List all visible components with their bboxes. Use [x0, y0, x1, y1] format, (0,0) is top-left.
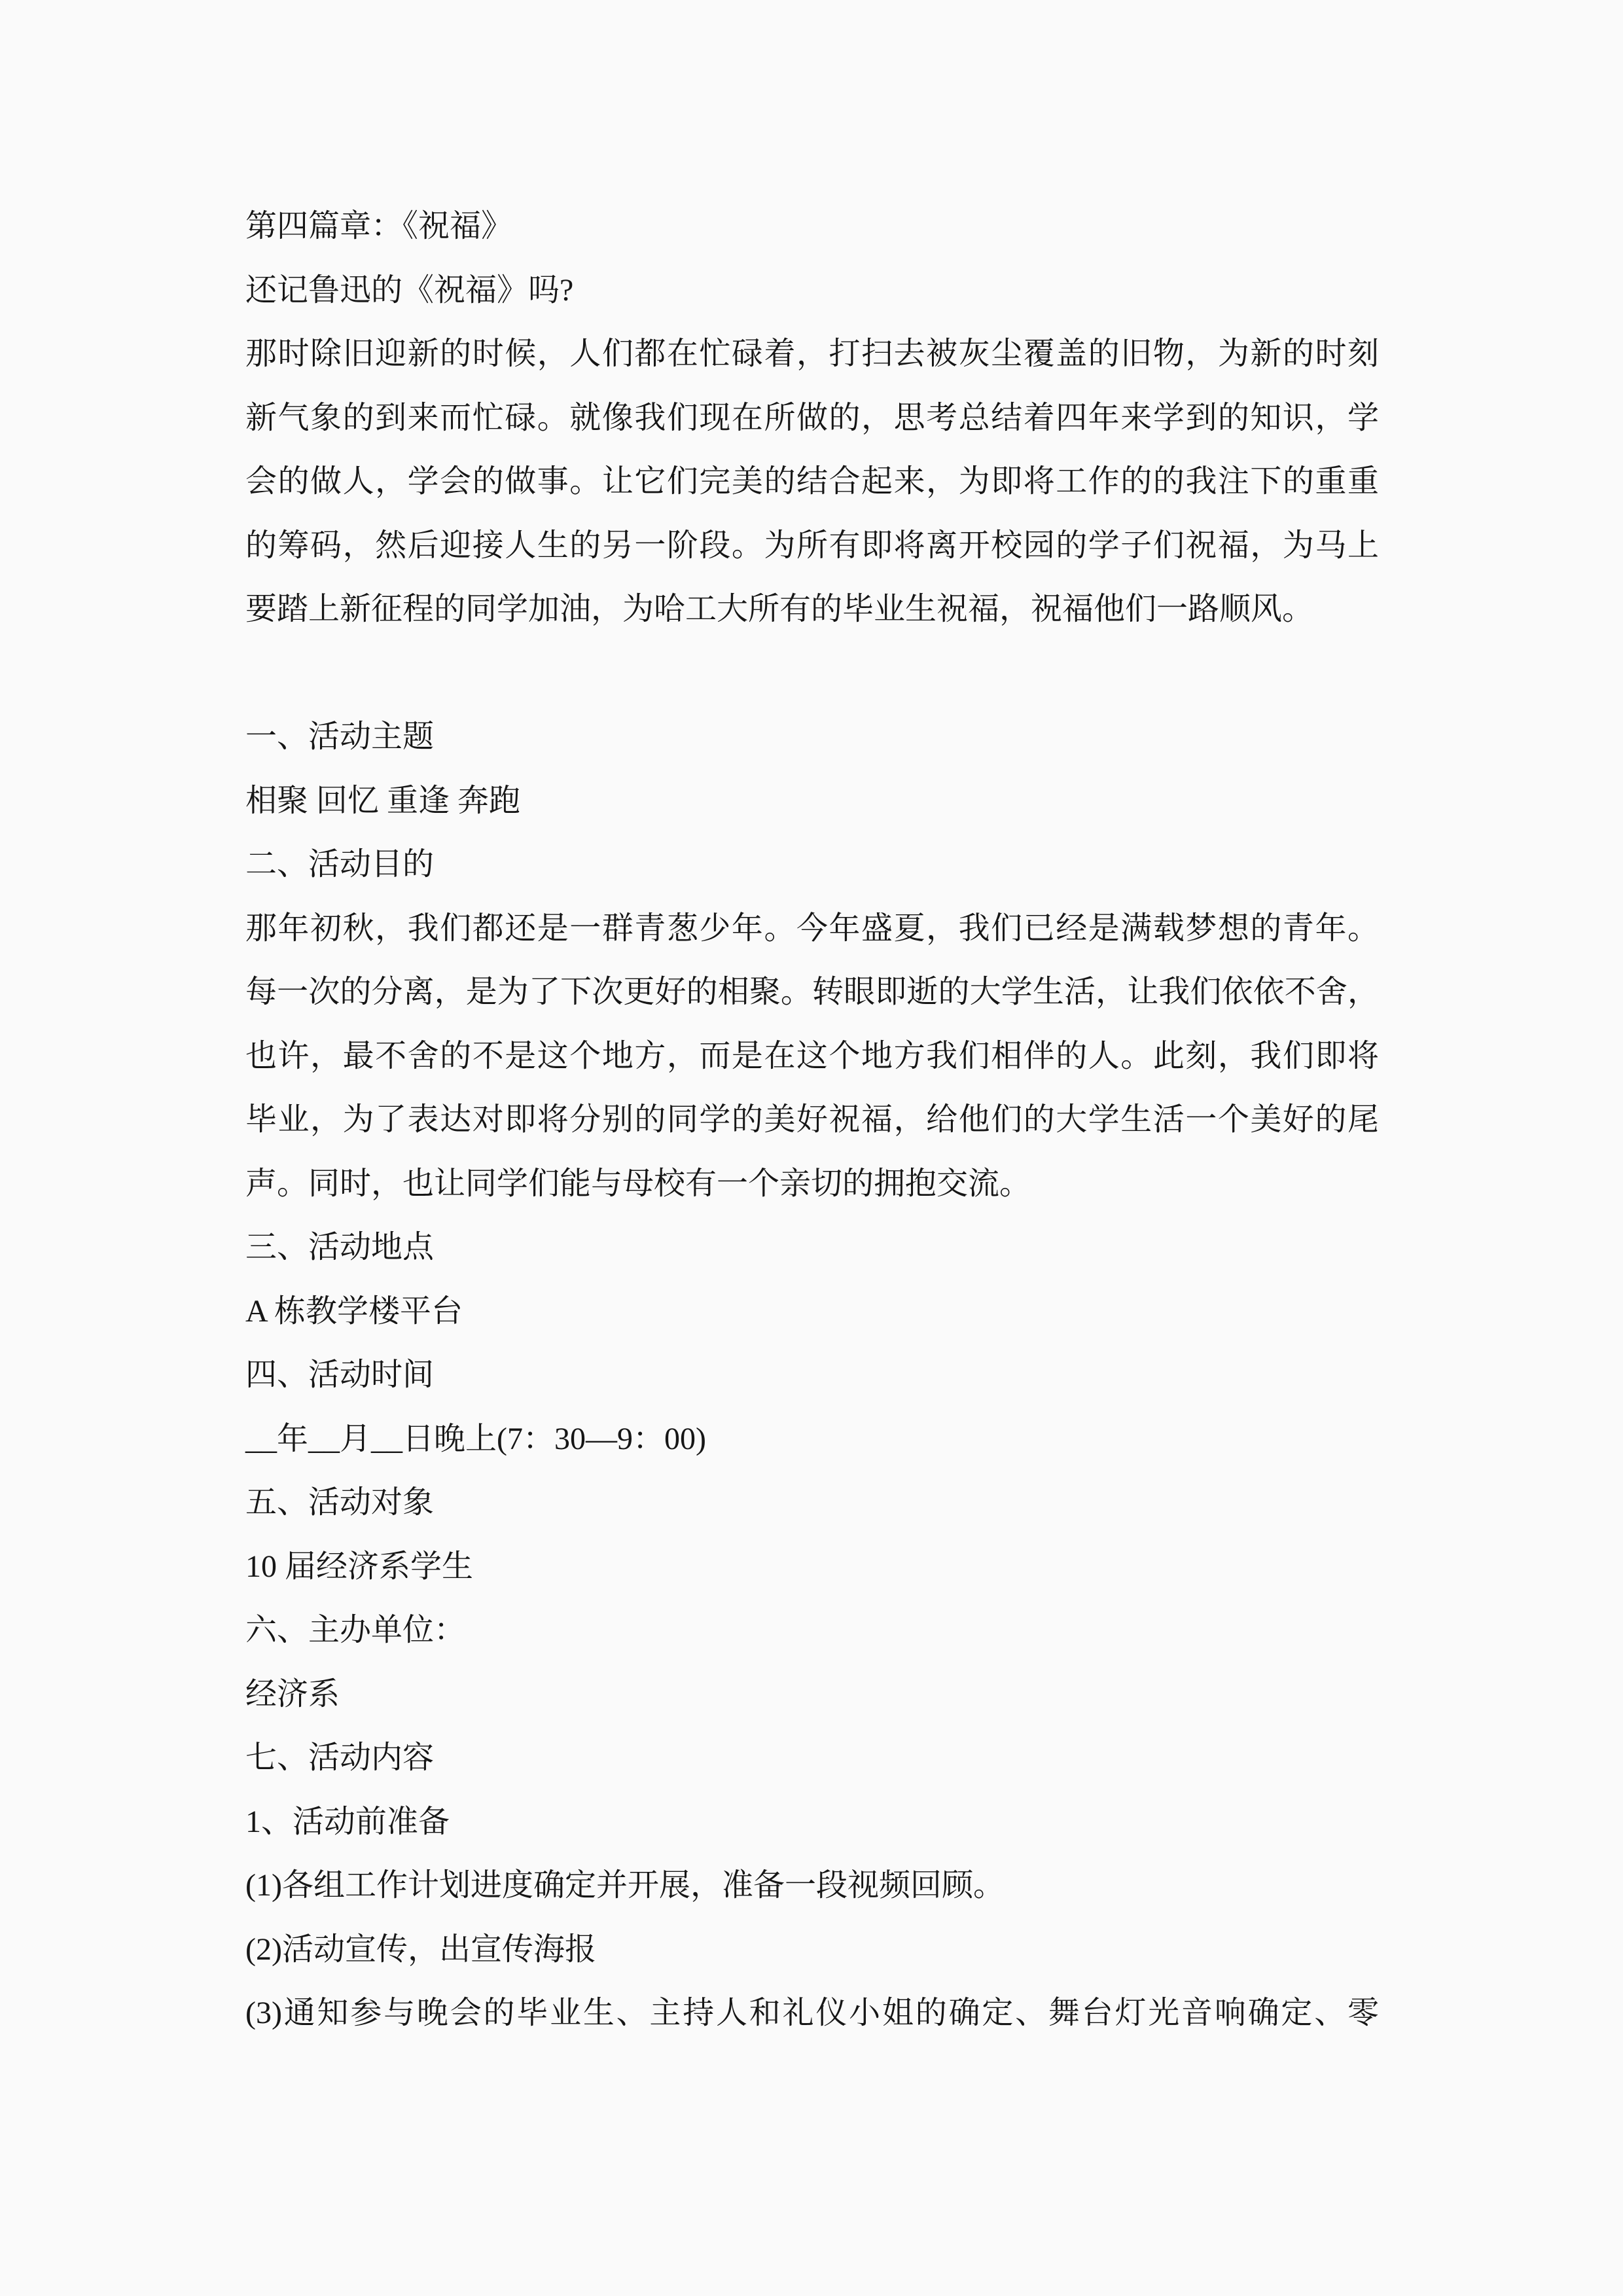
subheading-preparation: 1、活动前准备 [245, 1804, 450, 1839]
heading-activity-time: 四、活动时间 [245, 1357, 435, 1392]
paragraph1-line-5: 要踏上新征程的同学加油，为哈工大所有的毕业生祝福，祝福他们一路顺风。 [245, 592, 1314, 626]
heading-activity-content: 七、活动内容 [245, 1740, 435, 1775]
preparation-item-1: (1)各组工作计划进度确定并开展，准备一段视频回顾。 [245, 1868, 1005, 1903]
activity-theme-value: 相聚 回忆 重逢 奔跑 [245, 783, 521, 818]
intro-question-line: 还记鲁迅的《祝福》吗? [245, 272, 574, 308]
paragraph1-line-4: 的筹码，然后迎接人生的另一阶段。为所有即将离开校园的学子们祝福，为马上 [245, 528, 1379, 563]
paragraph1-line-1: 那时除旧迎新的时候，人们都在忙碌着，打扫去被灰尘覆盖的旧物，为新的时刻 [245, 336, 1379, 371]
chapter-title: 第四篇章：《祝福》 [245, 209, 513, 243]
paragraph1-line-2: 新气象的到来而忙碌。就像我们现在所做的，思考总结着四年来学到的知识，学 [245, 400, 1379, 435]
heading-activity-audience: 五、活动对象 [245, 1485, 435, 1520]
blank-line [245, 641, 1379, 706]
heading-activity-purpose: 二、活动目的 [245, 847, 435, 882]
organizer-value: 经济系 [245, 1676, 340, 1712]
paragraph2-line-2: 每一次的分离，是为了下次更好的相聚。转眼即逝的大学生活，让我们依依不舍， [245, 975, 1379, 1009]
activity-audience-value: 10 届经济系学生 [245, 1549, 474, 1584]
paragraph2-line-1: 那年初秋，我们都还是一群青葱少年。今年盛夏，我们已经是满载梦想的青年。 [245, 910, 1379, 946]
preparation-item-3: (3)通知参与晚会的毕业生、主持人和礼仪小姐的确定、舞台灯光音响确定、零 [245, 1996, 1379, 2030]
preparation-item-2: (2)活动宣传，出宣传海报 [245, 1931, 596, 1967]
paragraph2-line-4: 毕业，为了表达对即将分别的同学的美好祝福，给他们的大学生活一个美好的尾 [245, 1102, 1379, 1137]
paragraph1-line-3: 会的做人，学会的做事。让它们完美的结合起来，为即将工作的的我注下的重重 [245, 464, 1379, 499]
heading-activity-theme: 一、活动主题 [245, 719, 435, 754]
paragraph2-line-3: 也许，最不舍的不是这个地方，而是在这个地方我们相伴的人。此刻，我们即将 [245, 1038, 1379, 1073]
activity-location-value: A 栋教学楼平台 [245, 1293, 463, 1329]
activity-time-value: __年__月__日晚上(7：30—9：00) [245, 1421, 706, 1456]
paragraph2-line-5: 声。同时，也让同学们能与母校有一个亲切的拥抱交流。 [245, 1166, 1031, 1201]
heading-activity-location: 三、活动地点 [245, 1230, 435, 1265]
heading-organizer: 六、主办单位： [245, 1613, 466, 1647]
